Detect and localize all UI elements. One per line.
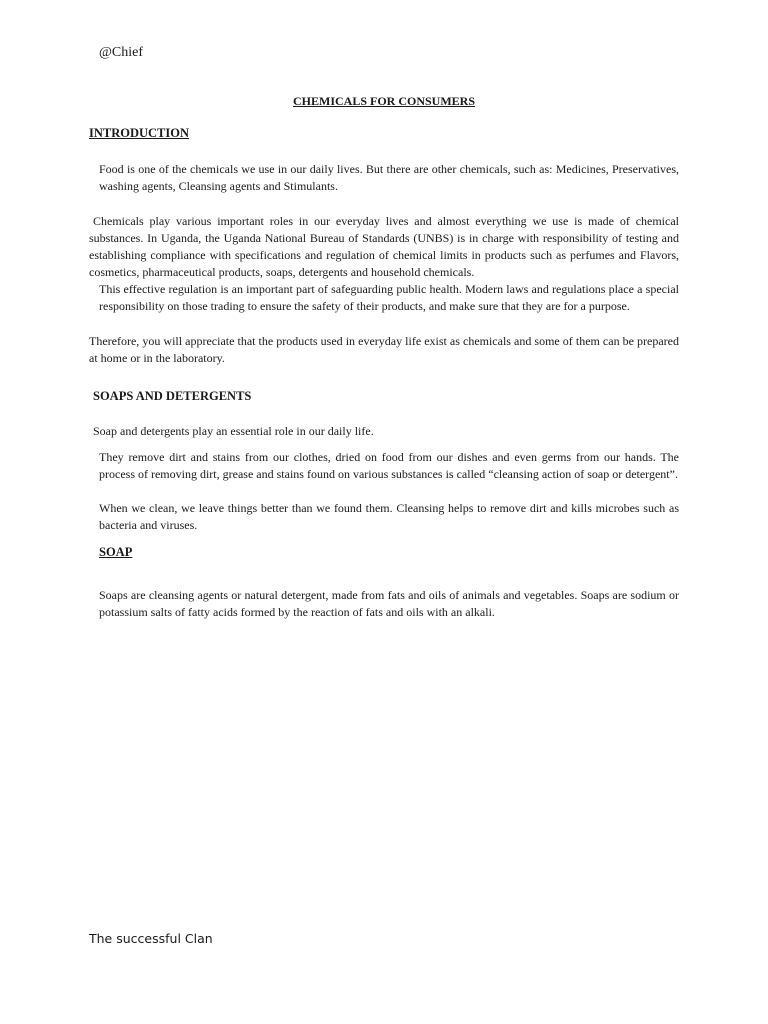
page-footer: The successful Clan (89, 931, 213, 946)
document-title: CHEMICALS FOR CONSUMERS (292, 94, 475, 108)
intro-paragraph-1: Food is one of the chemicals we use in our daily lives. But there are other chemicals, such as: Medicines, Preservatives, washing agents, Cleansing agents and Stimulants. (99, 162, 679, 193)
intro-paragraph-2: Chemicals play various important roles in our everyday lives and almost everything we use is made of chemical substances. In Uganda, the Uganda National Bureau of Standards (UNBS) is in charge with responsibility of testing and establishing compliance with specifications and regulation of chemical limits in products such as perfumes and Flavors, cosmetics, pharmaceutical products, soaps, detergents and household chemicals. (89, 214, 679, 279)
soap-paragraph-1: Soaps are cleansing agents or natural detergent, made from fats and oils of animals and vegetables. Soaps are sodium or potassium salts of fatty acids formed by the reaction of fats and oils with an alkali. (99, 588, 679, 619)
introduction-heading: INTRODUCTION (89, 126, 190, 140)
page-header: @Chief (99, 45, 143, 60)
intro-paragraph-4: Therefore, you will appreciate that the products used in everyday life exist as chemicals and some of them can be prepared at home or in the laboratory. (89, 334, 679, 365)
soaps-detergents-heading: SOAPS AND DETERGENTS (93, 389, 252, 403)
soaps-paragraph-1: Soap and detergents play an essential role in our daily life. (93, 424, 374, 438)
soaps-paragraph-2: They remove dirt and stains from our clothes, dried on food from our dishes and even germs from our hands. The process of removing dirt, grease and stains found on various substances is called “cleansing action of soap or detergent”. (99, 450, 679, 481)
intro-paragraph-3: This effective regulation is an important part of safeguarding public health. Modern laws and regulations place a special responsibility on those trading to ensure the safety of their products, and make sure that they are for a purpose. (99, 282, 679, 313)
soaps-paragraph-3: When we clean, we leave things better than we found them. Cleansing helps to remove dirt and kills microbes such as bacteria and viruses. (99, 501, 679, 532)
soap-heading: SOAP (99, 545, 133, 559)
